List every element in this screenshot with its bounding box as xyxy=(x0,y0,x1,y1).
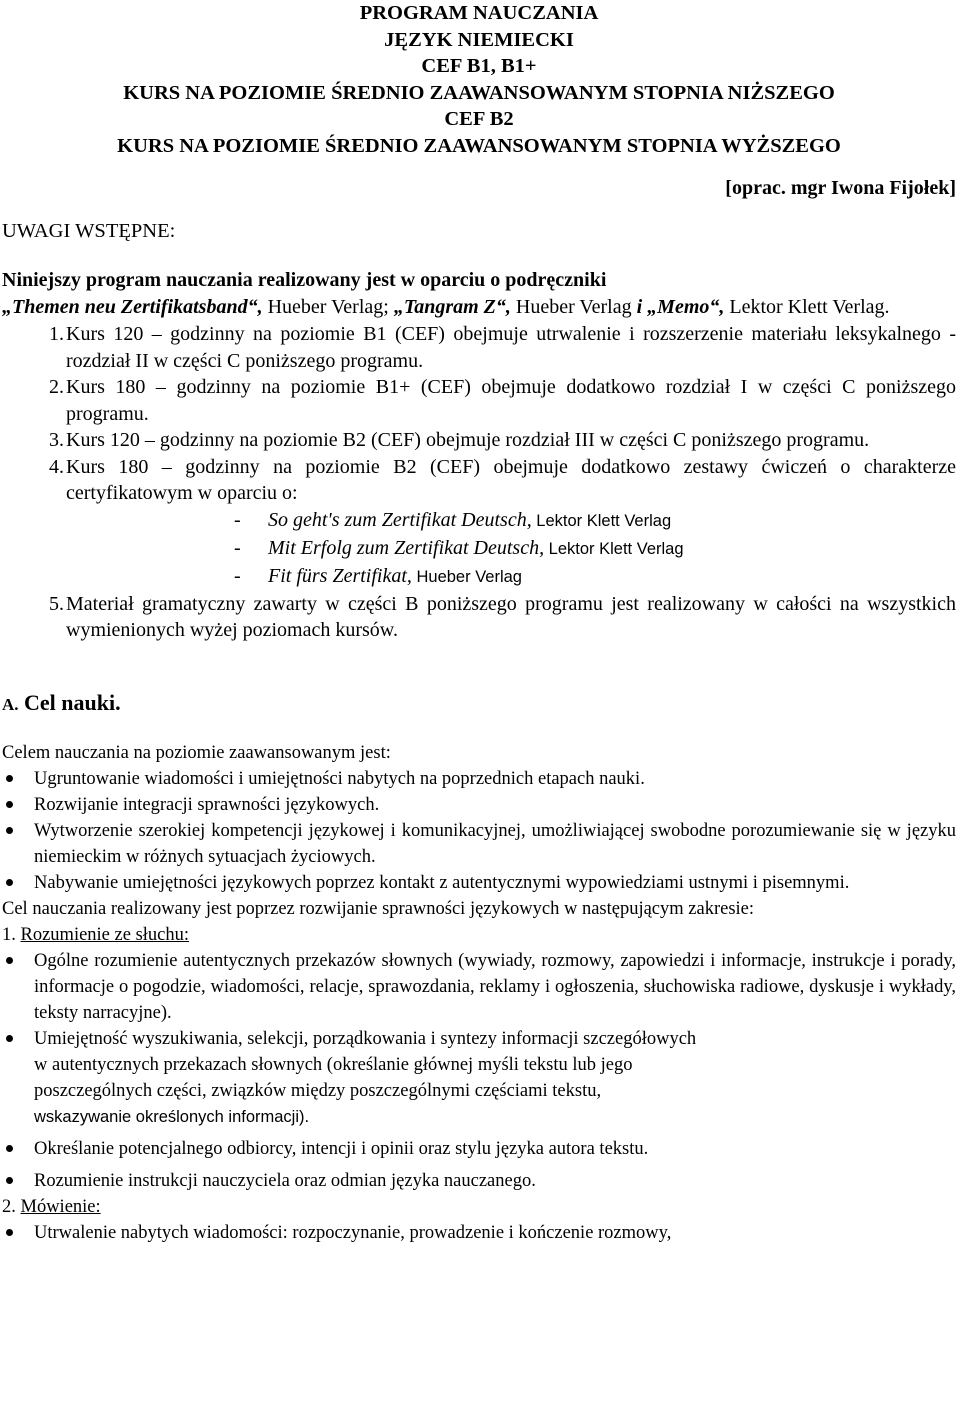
subsection-number: 1. xyxy=(2,924,21,945)
list-item xyxy=(2,766,956,792)
list-item xyxy=(2,818,956,870)
list-item xyxy=(234,563,956,591)
title-line: CEF B1, B1+ xyxy=(421,55,537,77)
conjunction: i xyxy=(636,296,643,318)
book-title: „Tangram Z“, xyxy=(393,296,511,318)
item-text: Kurs 180 – godzinny na poziomie B2 (CEF) obejmuje dodatkowo zestawy ćwiczeń o charakterze certyfikatowym w oparciu o: xyxy=(66,455,956,504)
bullet-icon xyxy=(2,1220,34,1246)
item-text: Materiał gramatyczny zawarty w części B poniższego programu jest realizowany w całości na wszystkich wymienionych wyżej poziomach kursów. xyxy=(66,592,956,641)
text-line: wskazywanie określonych informacji). xyxy=(34,1107,310,1126)
list-item xyxy=(2,591,956,644)
intro-paragraph xyxy=(2,267,956,321)
bullet-icon xyxy=(2,792,34,818)
list-item xyxy=(2,792,956,818)
intro-line: Niniejszy program nauczania realizowany jest w oparciu o podręczniki xyxy=(2,269,607,291)
goal-intro: Celem nauczania na poziomie zaawansowanym jest: xyxy=(2,742,391,763)
goal-outro: Cel nauczania realizowany jest poprzez rozwijanie sprawności językowych w następującym zakresie: xyxy=(2,898,755,919)
subsection-title: Mówienie: xyxy=(20,1196,101,1217)
item-text: Kurs 120 – godzinny na poziomie B1 (CEF) obejmuje utrwalenie i rozszerzenie materiału leksykalnego - rozdział II w części C poniższego programu. xyxy=(66,323,956,372)
item-text: Rozwijanie integracji sprawności językowych. xyxy=(34,794,380,815)
dash: - xyxy=(234,536,241,559)
list-item xyxy=(2,1220,956,1246)
publisher: Hueber Verlag xyxy=(411,567,522,586)
bullet-icon xyxy=(2,1026,34,1130)
subsection-heading xyxy=(2,1194,956,1220)
title-line: KURS NA POZIOMIE ŚREDNIO ZAAWANSOWANYM STOPNIA NIŻSZEGO xyxy=(123,81,835,104)
section-letter: A. xyxy=(2,694,19,714)
list-item xyxy=(234,535,956,563)
bullet-icon xyxy=(2,948,34,1026)
subsection-heading xyxy=(2,922,956,948)
dash: - xyxy=(234,508,241,531)
item-number: 2. xyxy=(49,376,64,398)
preliminary-heading: UWAGI WSTĘPNE: xyxy=(2,220,176,242)
title-line: JĘZYK NIEMIECKI xyxy=(384,28,574,51)
goals-list xyxy=(2,766,956,896)
list-item xyxy=(2,1136,956,1162)
book-title: Mit Erfolg zum Zertifikat Deutsch, xyxy=(268,536,545,559)
item-text: Wytworzenie szerokiej kompetencji językowej i komunikacyjnej, umożliwiającej swobodne porozumiewanie się w języku niemieckim w różnych sytuacjach życiowych. xyxy=(34,820,956,867)
item-text: Utrwalenie nabytych wiadomości: rozpoczynanie, prowadzenie i kończenie rozmowy, xyxy=(34,1222,672,1243)
document-title xyxy=(2,0,956,159)
list-item xyxy=(2,1026,956,1130)
list-item xyxy=(2,427,956,454)
text-line: w autentycznych przekazach słownych (określanie głównej myśli tekstu lub jego xyxy=(34,1054,633,1075)
section-title: Cel nauki. xyxy=(24,689,121,715)
title-line: CEF B2 xyxy=(444,108,514,130)
publisher: Lektor Klett Verlag xyxy=(544,539,684,558)
book-title: „Themen neu Zertifikatsband“, xyxy=(2,296,263,318)
bullet-icon xyxy=(2,1136,34,1162)
text-line: Umiejętność wyszukiwania, selekcji, porządkowania i syntezy informacji szczegółowych xyxy=(34,1028,697,1049)
book-title: „Memo“, xyxy=(642,296,725,318)
list-item xyxy=(2,1168,956,1194)
list-item xyxy=(2,454,956,507)
item-text: Kurs 180 – godzinny na poziomie B1+ (CEF) obejmuje dodatkowo rozdział I w części C poniższego programu. xyxy=(66,376,956,425)
item-text: Nabywanie umiejętności językowych poprzez kontakt z autentycznymi wypowiedziami ustnymi i pisemnymi. xyxy=(34,872,850,893)
list-item xyxy=(2,374,956,427)
course-list xyxy=(2,321,956,507)
publisher: Hueber Verlag; xyxy=(262,296,394,318)
publisher: Lektor Klett Verlag. xyxy=(724,296,890,318)
intro-books xyxy=(2,294,956,321)
speaking-list xyxy=(2,1220,956,1246)
item-number: 3. xyxy=(49,429,64,451)
publisher: Lektor Klett Verlag xyxy=(531,511,672,530)
title-line: KURS NA POZIOMIE ŚREDNIO ZAAWANSOWANYM STOPNIA WYŻSZEGO xyxy=(117,134,841,157)
bullet-icon xyxy=(2,766,34,792)
source-books-list xyxy=(2,507,956,591)
item-text xyxy=(34,1026,956,1130)
list-item xyxy=(2,321,956,374)
title-line: PROGRAM NAUCZANIA xyxy=(359,2,599,24)
author-credit: [oprac. mgr Iwona Fijołek] xyxy=(725,177,956,199)
publisher: Hueber Verlag xyxy=(510,296,637,318)
text-line: poszczególnych części, związków między poszczególnymi częściami tekstu, xyxy=(34,1080,602,1101)
dash: - xyxy=(234,564,241,587)
item-text: Ugruntowanie wiadomości i umiejętności nabytych na poprzednich etapach nauki. xyxy=(34,768,645,789)
listening-list xyxy=(2,948,956,1194)
section-heading xyxy=(2,690,956,718)
list-item xyxy=(234,507,956,535)
subsection-title: Rozumienie ze słuchu: xyxy=(20,924,190,945)
item-text: Kurs 120 – godzinny na poziomie B2 (CEF) obejmuje rozdział III w części C poniższego programu. xyxy=(66,429,870,451)
course-list-continued xyxy=(2,591,956,644)
item-number: 5. xyxy=(49,592,64,615)
list-item xyxy=(2,870,956,896)
bullet-icon xyxy=(2,1168,34,1194)
book-title: So geht's zum Zertifikat Deutsch, xyxy=(268,508,532,531)
list-item xyxy=(2,948,956,1026)
bullet-icon xyxy=(2,870,34,896)
subsection-number: 2. xyxy=(2,1196,21,1217)
bullet-icon xyxy=(2,818,34,870)
item-text: Określanie potencjalnego odbiorcy, intencji i opinii oraz stylu języka autora tekstu. xyxy=(34,1138,649,1159)
item-number: 4. xyxy=(49,455,64,478)
book-title: Fit fürs Zertifikat, xyxy=(268,564,412,587)
item-number: 1. xyxy=(49,323,64,345)
item-text: Ogólne rozumienie autentycznych przekazów słownych (wywiady, rozmowy, zapowiedzi i informacje, instrukcje i porady, informacje o pogodzie, wiadomości, relacje, sprawozdania, reklamy i ogłoszenia, słuchowiska radiowe, dyskusje i wykłady, teksty narracyjne). xyxy=(34,950,956,1023)
item-text: Rozumienie instrukcji nauczyciela oraz odmian języka nauczanego. xyxy=(34,1170,536,1191)
